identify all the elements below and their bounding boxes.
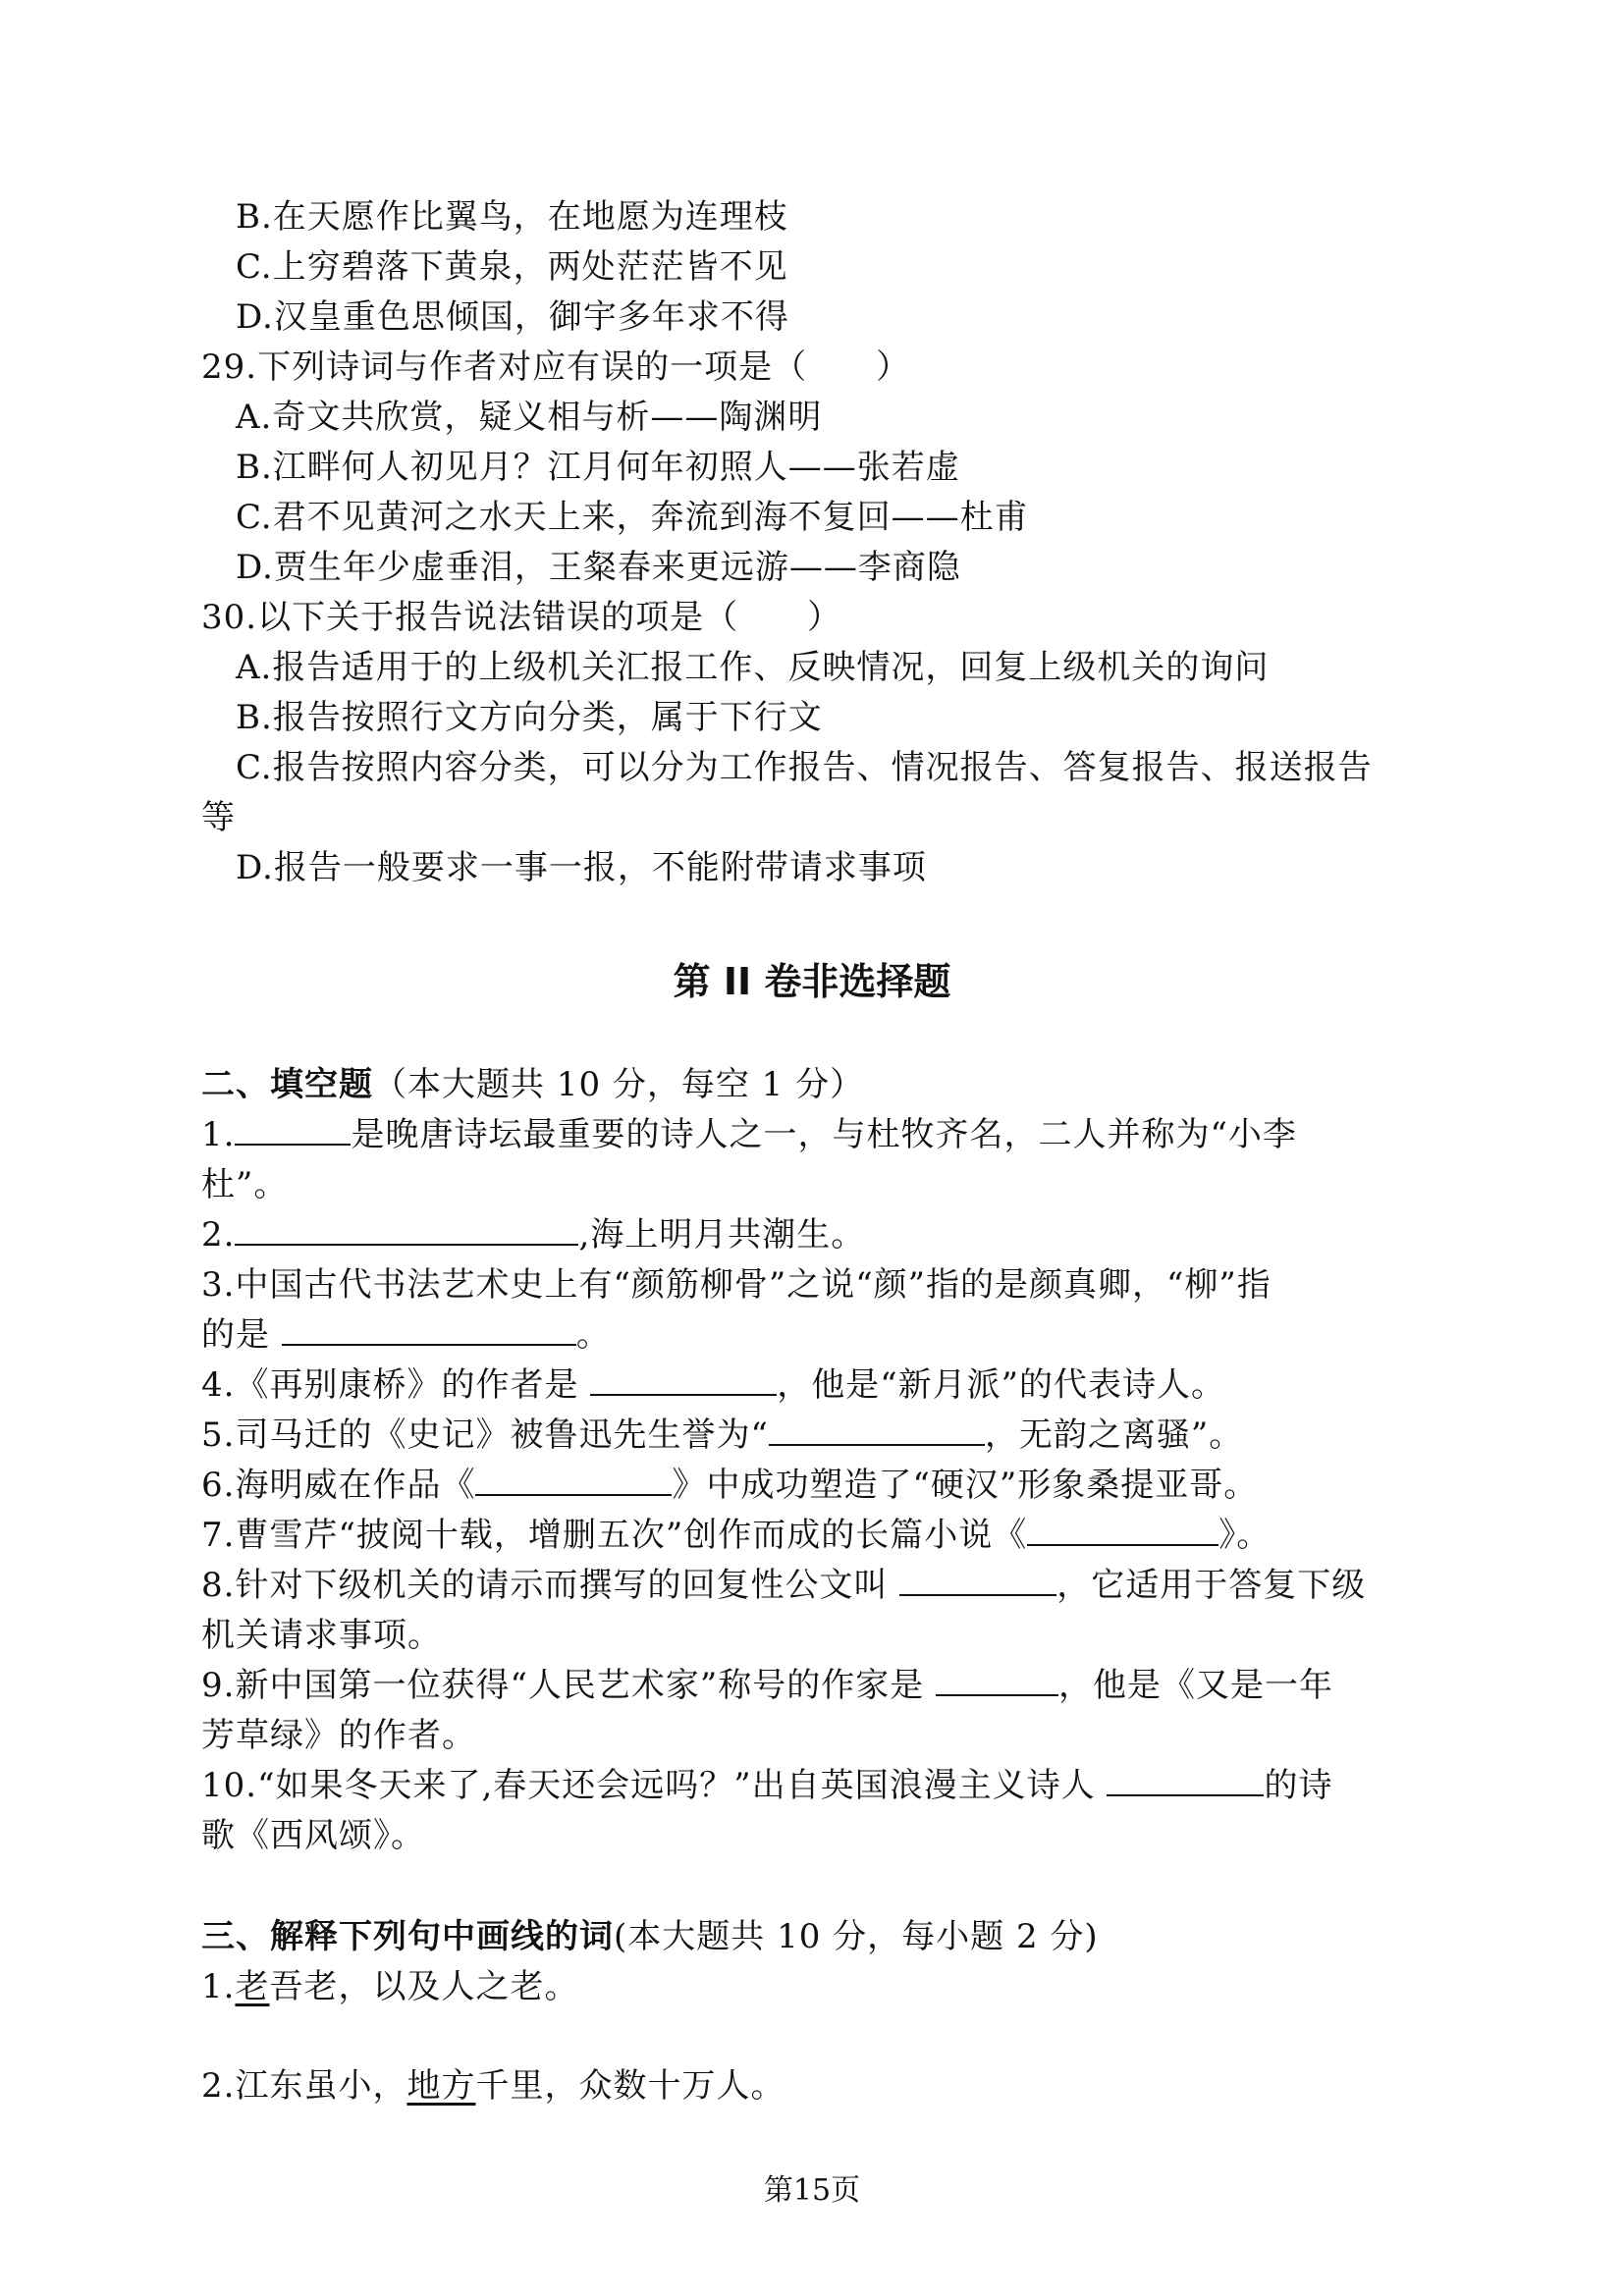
explain-q2 xyxy=(201,2061,1429,2110)
fill-q9 xyxy=(201,1661,1429,1710)
q30-option-d: D.报告一般要求一事一报，不能附带请求事项 xyxy=(236,848,927,887)
fill-heading xyxy=(201,1060,1429,1109)
fill-q8-end: ，它适用于答复下级 xyxy=(1056,1566,1367,1605)
fill-q10-blank[interactable] xyxy=(1107,1765,1264,1796)
fill-q8-blank[interactable] xyxy=(899,1565,1056,1596)
fill-q5-text: 5.司马迁的《史记》被鲁迅先生誉为“ xyxy=(201,1415,769,1455)
fill-q4-text: 4.《再别康桥》的作者是 xyxy=(201,1365,579,1405)
fill-q9-continued: 芳草绿》的作者。 xyxy=(201,1716,476,1755)
fill-q4 xyxy=(201,1361,1429,1410)
explain-q1-text: 吾老，以及人之老。 xyxy=(269,1967,579,2006)
fill-q3-blank[interactable] xyxy=(282,1314,576,1346)
fill-q3-text: 的是 xyxy=(201,1315,270,1355)
q30-option-a: A.报告适用于的上级机关汇报工作、反映情况，回复上级机关的询问 xyxy=(236,648,1270,687)
fill-q6-text: 6.海明威在作品《 xyxy=(201,1466,476,1505)
explain-q1-underlined-word: 老 xyxy=(235,1967,270,2006)
explain-q1 xyxy=(201,1962,1429,2011)
fill-q1-text: 是晚唐诗坛最重要的诗人之一，与杜牧齐名，二人并称为“小李 xyxy=(351,1115,1297,1154)
fill-q6-blank[interactable] xyxy=(475,1465,672,1496)
section-title: 第 II 卷非选择题 xyxy=(673,960,951,1003)
explain-heading-label: 三、解释下列句中画线的词 xyxy=(201,1917,614,1956)
q29-stem: 29.下列诗词与作者对应有误的一项是（ ） xyxy=(201,347,911,387)
explain-q2-end: 千里，众数十万人。 xyxy=(475,2066,785,2106)
fill-q3: 3.中国古代书法艺术史上有“颜筋柳骨”之说“颜”指的是颜真卿，“柳”指 xyxy=(201,1265,1272,1305)
q28-option-d: D.汉皇重色思倾国，御宇多年求不得 xyxy=(236,297,789,337)
explain-q1-number: 1. xyxy=(201,1967,236,2006)
fill-q5 xyxy=(201,1411,1429,1460)
fill-q5-blank[interactable] xyxy=(769,1415,985,1446)
page-number: 第15页 xyxy=(763,2173,861,2208)
fill-q8 xyxy=(201,1561,1429,1610)
explain-heading xyxy=(201,1912,1429,1961)
fill-q7-end: 》。 xyxy=(1218,1516,1272,1555)
fill-q7-text: 7.曹雪芹“披阅十载，增删五次”创作而成的长篇小说《 xyxy=(201,1516,1028,1555)
q30-stem: 30.以下关于报告说法错误的项是（ ） xyxy=(201,598,842,637)
fill-q8-continued: 机关请求事项。 xyxy=(201,1616,442,1655)
q28-option-b: B.在天愿作比翼鸟，在地愿为连理枝 xyxy=(236,197,788,237)
explain-q2-text: 2.江东虽小， xyxy=(201,2066,407,2106)
fill-q2-blank[interactable] xyxy=(235,1214,578,1246)
fill-q2-number: 2. xyxy=(201,1215,236,1255)
fill-q10-continued: 歌《西风颂》。 xyxy=(201,1816,425,1855)
fill-q5-end: ，无韵之离骚”。 xyxy=(984,1415,1244,1455)
fill-q1 xyxy=(201,1110,1429,1159)
fill-q10 xyxy=(201,1761,1429,1810)
fill-q2 xyxy=(201,1210,1429,1259)
q30-option-c-continued: 等 xyxy=(201,798,236,837)
fill-q9-text: 9.新中国第一位获得“人民艺术家”称号的作家是 xyxy=(201,1666,925,1705)
q30-option-c: C.报告按照内容分类，可以分为工作报告、情况报告、答复报告、报送报告 xyxy=(236,748,1373,787)
fill-q1-number: 1. xyxy=(201,1115,236,1154)
fill-q7-blank[interactable] xyxy=(1027,1515,1218,1546)
fill-q1-blank[interactable] xyxy=(235,1114,351,1146)
fill-q1-continued: 杜”。 xyxy=(201,1165,289,1204)
fill-q10-text: 10.“如果冬天来了,春天还会远吗？”出自英国浪漫主义诗人 xyxy=(201,1766,1096,1805)
fill-q9-end: ，他是《又是一年 xyxy=(1058,1666,1334,1705)
fill-q3-end: 。 xyxy=(575,1315,611,1355)
q29-option-a: A.奇文共欣赏，疑义相与析——陶渊明 xyxy=(236,398,823,437)
explain-heading-note: (本大题共 10 分，每小题 2 分) xyxy=(614,1917,1099,1956)
fill-q3-continued xyxy=(201,1310,1429,1360)
explain-q2-underlined-word: 地方 xyxy=(406,2066,476,2106)
fill-q2-text: ,海上明月共潮生。 xyxy=(578,1215,866,1255)
fill-q4-end: ，他是“新月派”的代表诗人。 xyxy=(777,1365,1226,1405)
fill-q4-blank[interactable] xyxy=(590,1364,777,1396)
fill-q6 xyxy=(201,1461,1429,1510)
fill-q6-end: 》中成功塑造了“硬汉”形象桑提亚哥。 xyxy=(672,1466,1259,1505)
fill-q9-blank[interactable] xyxy=(936,1665,1058,1696)
q30-option-b: B.报告按照行文方向分类，属于下行文 xyxy=(236,698,823,737)
q29-option-b: B.江畔何人初见月？江月何年初照人——张若虚 xyxy=(236,448,960,487)
q29-option-d: D.贾生年少虚垂泪，王粲春来更远游——李商隐 xyxy=(236,548,961,587)
fill-heading-label: 二、填空题 xyxy=(201,1065,373,1104)
fill-q8-text: 8.针对下级机关的请示而撰写的回复性公文叫 xyxy=(201,1566,889,1605)
fill-q7 xyxy=(201,1511,1429,1560)
fill-heading-note: （本大题共 10 分，每空 1 分） xyxy=(373,1065,865,1104)
q28-option-c: C.上穷碧落下黄泉，两处茫茫皆不见 xyxy=(236,247,788,287)
q29-option-c: C.君不见黄河之水天上来，奔流到海不复回——杜甫 xyxy=(236,498,1029,537)
fill-q10-end: 的诗 xyxy=(1264,1766,1333,1805)
